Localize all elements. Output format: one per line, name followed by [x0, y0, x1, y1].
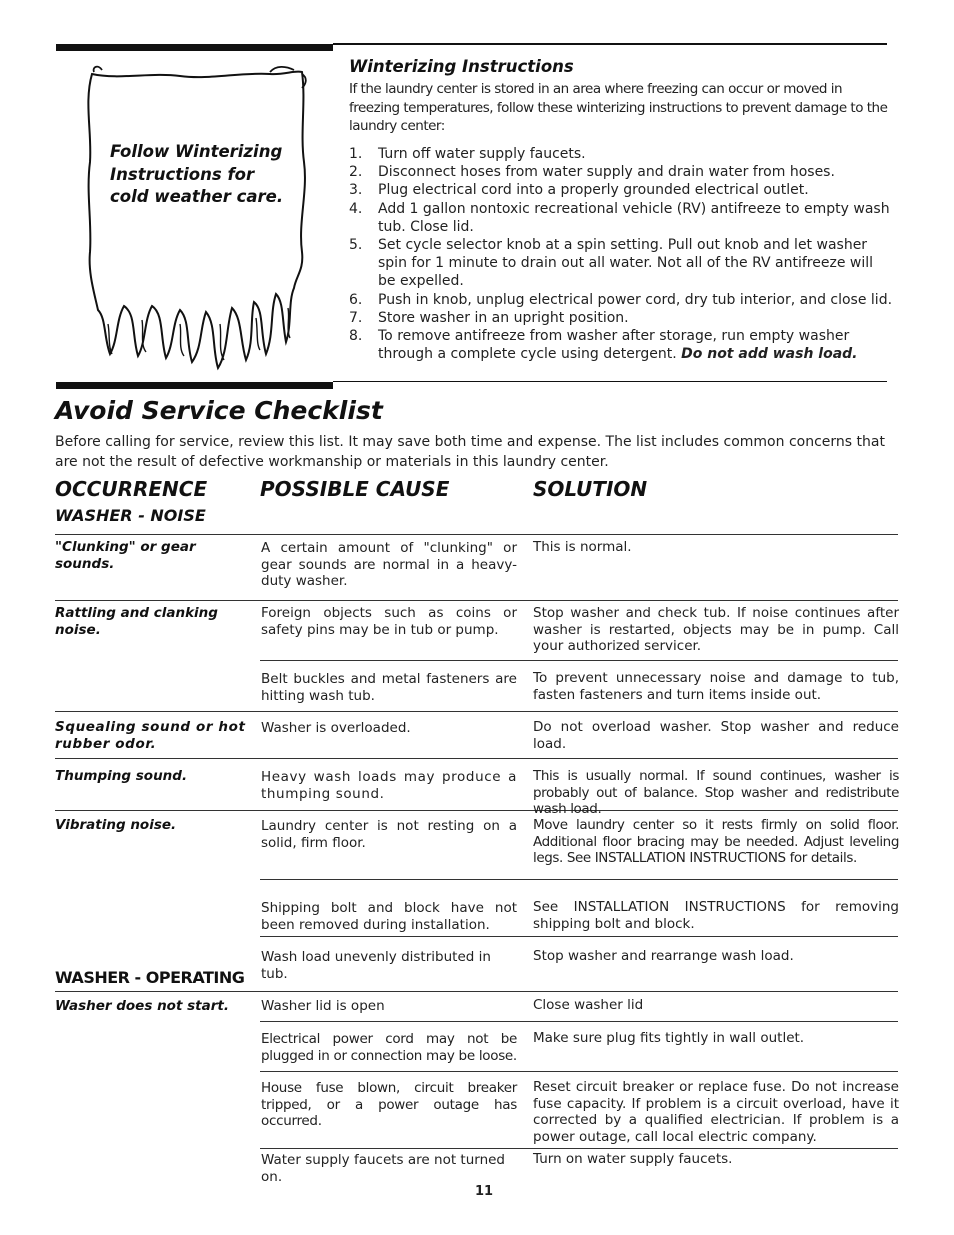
- list-item: 2. Disconnect hoses from water supply and drain water from hoses.: [349, 164, 835, 181]
- solution-text: Move laundry center so it rests firmly on solid floor. Additional floor bracing may be needed. Adjust leveling legs. See INSTALLATION INSTRUCTIONS for details.: [533, 817, 899, 866]
- occurrence-rattling: Rattling and clanking noise.: [55, 605, 218, 638]
- solution-text: Close washer lid: [533, 997, 644, 1013]
- ice-frame-icon: [80, 62, 315, 372]
- solution-text: This is normal.: [533, 539, 632, 555]
- page-number: 11: [475, 1184, 494, 1199]
- row-divider: [55, 600, 898, 601]
- list-item: 7. Store washer in an upright position.: [349, 309, 629, 326]
- row-divider: [260, 879, 898, 880]
- list-item: 4. Add 1 gallon nontoxic recreational vehicle (RV) antifreeze to empty wash tub. Close lid.: [349, 200, 890, 235]
- mid-rule-thick: [56, 382, 333, 389]
- solution-text: Do not overload washer. Stop washer and reduce load.: [533, 719, 899, 752]
- occurrence-thumping: Thumping sound.: [55, 768, 188, 784]
- row-divider: [260, 1148, 898, 1149]
- header-cause: POSSIBLE CAUSE: [260, 477, 450, 501]
- cause-text: Washer is overloaded.: [261, 720, 411, 736]
- ice-callout: Follow Winterizing Instructions for cold weather care.: [110, 142, 284, 206]
- solution-text: Stop washer and check tub. If noise continues after washer is restarted, objects may be in pump. Call your authorized servicer.: [533, 605, 899, 654]
- cause-text: Heavy wash loads may produce a thumping sound.: [261, 769, 517, 802]
- header-occurrence: OCCURRENCE: [55, 477, 208, 501]
- checklist-intro: Before calling for service, review this list. It may save both time and expense. The list includes common concerns that are not the result of defective workmanship or materials in this laundry center.: [55, 434, 885, 470]
- cause-text: Foreign objects such as coins or safety pins may be in tub or pump.: [261, 605, 517, 638]
- cause-text: Wash load unevenly distributed in tub.: [261, 949, 491, 982]
- section-washer-operating: WASHER - OPERATING: [55, 968, 245, 987]
- row-divider: [55, 711, 898, 712]
- row-divider: [55, 991, 898, 992]
- solution-text: To prevent unnecessary noise and damage to tub, fasten fasteners and turn items inside out.: [533, 670, 899, 703]
- list-item: 1. Turn off water supply faucets.: [349, 146, 586, 162]
- cause-text: Water supply faucets are not turned on.: [261, 1152, 506, 1185]
- cause-text: A certain amount of "clunking" or gear sounds are normal in a heavy-duty washer.: [261, 540, 517, 589]
- row-divider: [260, 1071, 898, 1072]
- occurrence-not-start: Washer does not start.: [55, 998, 229, 1014]
- list-item: 3. Plug electrical cord into a properly grounded electrical outlet.: [349, 182, 809, 199]
- occurrence-vibrating: Vibrating noise.: [55, 817, 177, 833]
- solution-text: Reset circuit breaker or replace fuse. Do not increase fuse capacity. If problem is a circuit overload, have it corrected by a qualified electrician. If problem is a power outage, call local electric company.: [533, 1079, 899, 1145]
- winterizing-steps: [349, 145, 894, 363]
- cause-text: Shipping bolt and block have not been removed during installation.: [261, 900, 517, 933]
- solution-text: See INSTALLATION INSTRUCTIONS for removing shipping bolt and block.: [533, 899, 899, 932]
- winterizing-title: Winterizing Instructions: [349, 57, 574, 76]
- solution-text: This is usually normal. If sound continues, washer is probably out of balance. Stop washer and redistribute wash load.: [533, 768, 899, 817]
- list-item: 8. To remove antifreeze from washer after storage, run empty washer through a complete cycle using detergent. Do not add wash load.: [349, 328, 858, 363]
- top-rule-thin: [333, 43, 887, 45]
- top-rule-thick: [56, 44, 333, 51]
- row-divider: [55, 758, 898, 759]
- section-washer-noise: WASHER - NOISE: [55, 506, 206, 525]
- row-divider: [260, 660, 898, 661]
- row-divider: [260, 936, 898, 937]
- list-item: 5. Set cycle selector knob at a spin setting. Pull out knob and let washer spin for 1 minute to drain out all water. Not all of the RV antifreeze will be expelled.: [349, 237, 874, 290]
- cause-text: Washer lid is open: [261, 998, 385, 1014]
- solution-text: Turn on water supply faucets.: [533, 1151, 733, 1167]
- page-title: Avoid Service Checklist: [55, 396, 383, 425]
- winterizing-intro: If the laundry center is stored in an area where freezing can occur or moved in freezing temperatures, follow these winterizing instructions to prevent damage to the laundry center:: [349, 81, 888, 134]
- cause-text: Laundry center is not resting on a solid, firm floor.: [261, 818, 517, 851]
- occurrence-clunking: "Clunking" or gear sounds.: [55, 539, 196, 572]
- solution-text: Stop washer and rearrange wash load.: [533, 948, 794, 964]
- mid-rule-thin: [333, 381, 887, 382]
- cause-text: House fuse blown, circuit breaker tripped, or a power outage has occurred.: [261, 1080, 517, 1129]
- row-divider: [55, 534, 898, 535]
- occurrence-squealing: Squealing sound or hot rubber odor.: [55, 719, 246, 752]
- list-item: 6. Push in knob, unplug electrical power cord, dry tub interior, and close lid.: [349, 291, 893, 308]
- solution-text: Make sure plug fits tightly in wall outlet.: [533, 1030, 805, 1046]
- cause-text: Belt buckles and metal fasteners are hitting wash tub.: [261, 671, 517, 704]
- row-divider: [260, 1021, 898, 1022]
- header-solution: SOLUTION: [533, 477, 648, 501]
- cause-text: Electrical power cord may not be plugged in or connection may be loose.: [261, 1031, 517, 1064]
